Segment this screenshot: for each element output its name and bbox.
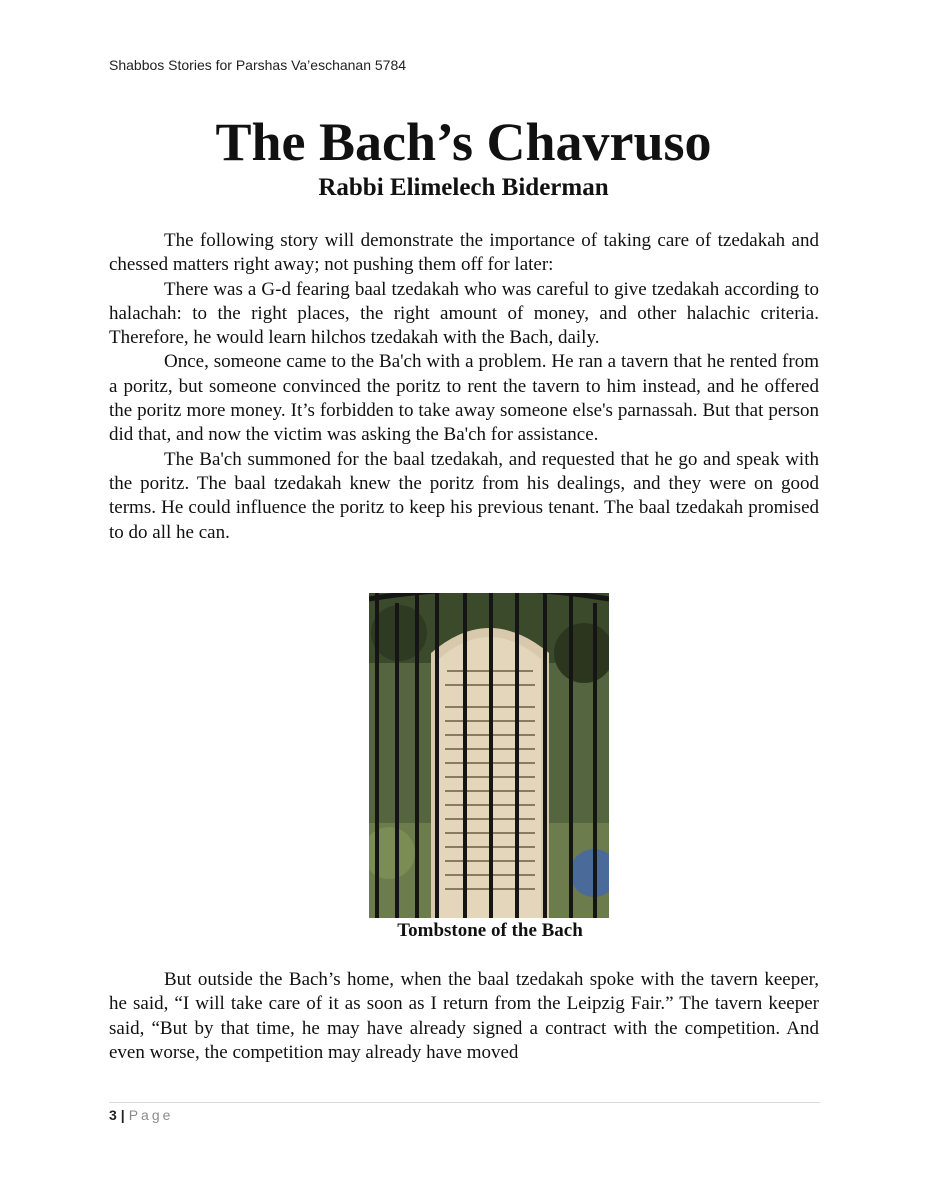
page-footer — [109, 1107, 173, 1123]
article-body — [109, 229, 819, 545]
paragraph: The following story will demonstrate the importance of taking care of tzedakah and chessed matters right away; not pushing them off for later: — [109, 230, 819, 276]
paragraph: But outside the Bach’s home, when the baal tzedakah spoke with the tavern keeper, he said, “I will take care of it as soon as I return from the Leipzig Fair.” The tavern keeper said, “But by that time, he may have already signed a contract with the competition. And even worse, the competition may already have moved — [109, 969, 819, 1063]
article-body-continued — [109, 968, 819, 1065]
paragraph: The Ba'ch summoned for the baal tzedakah, and requested that he go and speak with the poritz. The baal tzedakah knew the poritz from his dealings, and they were on good terms. He could influence the poritz to keep his previous tenant. The baal tzedakah promised to do all he can. — [109, 448, 819, 543]
figure-caption: Tombstone of the Bach — [397, 920, 583, 941]
footer-divider — [109, 1102, 820, 1103]
footer-separator: | — [120, 1107, 125, 1123]
running-header: Shabbos Stories for Parshas Va’eschanan 5784 — [109, 57, 407, 73]
paragraph: There was a G-d fearing baal tzedakah who was careful to give tzedakah according to halachah: to the right places, the right amount of money, and other halachic criteria. Therefore, he would learn hilchos tzedakah with the Bach, daily. — [109, 278, 819, 349]
tombstone-photo — [369, 593, 609, 918]
article-author: Rabbi Elimelech Biderman — [318, 174, 609, 201]
paragraph: Once, someone came to the Ba'ch with a problem. He ran a tavern that he rented from a poritz, but someone convinced the poritz to rent the tavern to him instead, and he offered the poritz more money. It’s forbidden to take away someone else's parnassah. But that person did that, and now the victim was asking the Ba'ch for assistance. — [109, 351, 819, 446]
page-label: Page — [128, 1107, 174, 1123]
article-title: The Bach’s Chavruso — [215, 112, 712, 172]
page-number: 3 — [109, 1107, 117, 1123]
